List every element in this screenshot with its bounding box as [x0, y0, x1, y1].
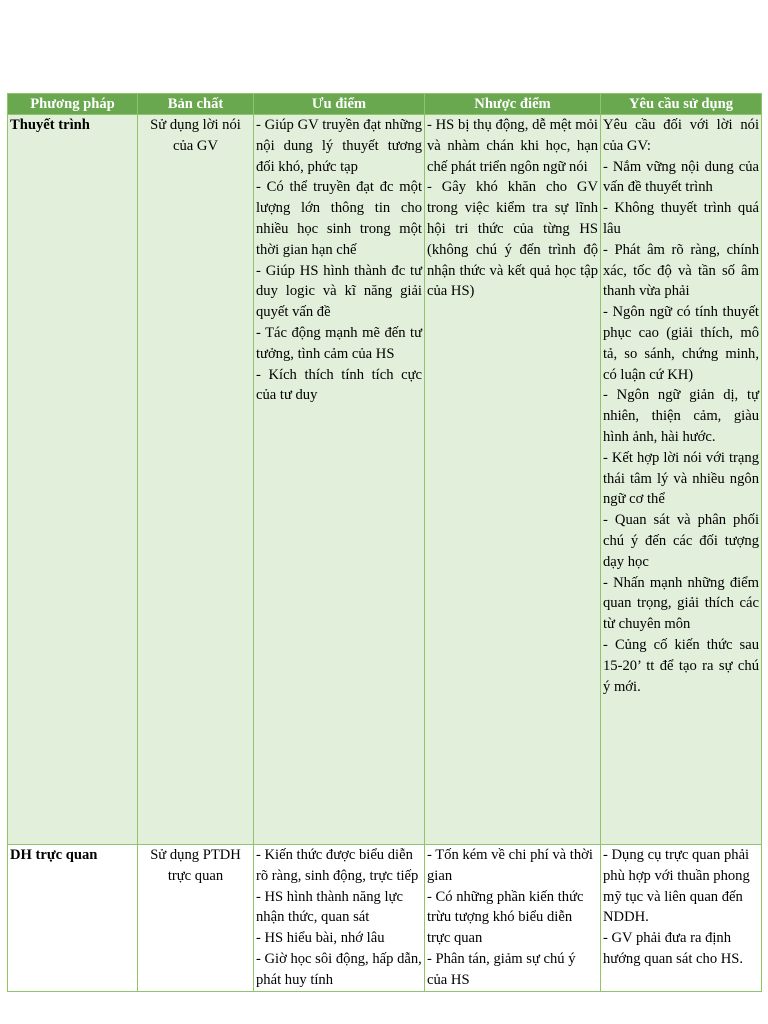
advantage-item: - HS hình thành năng lực nhận thức, quan sát	[256, 888, 403, 926]
advantages-cell	[254, 115, 425, 845]
requirement-item: - Nhấn mạnh những điểm quan trọng, giải thích các từ chuyên môn	[603, 574, 759, 633]
advantage-item: - Giúp GV truyền đạt những nội dung lý thuyết tương đối khó, phức tạp	[256, 117, 422, 175]
table-header-row	[8, 94, 762, 115]
disadvantage-item: - Có những phần kiến thức trừu tượng khó biểu diễn trực quan	[427, 888, 584, 947]
method-nature: Sử dụng lời nói của GV	[138, 115, 254, 845]
requirement-item: - Ngôn ngữ có tính thuyết phục cao (giải thích, mô tả, so sánh, chứng minh, có luận cứ KH)	[603, 304, 759, 383]
requirement-item: - Ngôn ngữ giản dị, tự nhiên, thiện cảm, giàu hình ảnh, hài hước.	[603, 387, 759, 445]
method-name: DH trực quan	[8, 845, 138, 992]
requirement-item: - Không thuyết trình quá lâu	[603, 200, 759, 237]
method-name: Thuyết trình	[8, 115, 138, 845]
disadvantage-item: - Phân tán, giảm sự chú ý của HS	[427, 950, 576, 988]
requirements-cell	[601, 115, 762, 845]
advantage-item: - Giờ học sôi động, hấp dẫn, phát huy tính	[256, 950, 422, 988]
requirement-item: Yêu cầu đối với lời nói của GV:	[603, 117, 759, 154]
advantages-cell	[254, 845, 425, 992]
requirement-item: - Phát âm rõ ràng, chính xác, tốc độ và tần số âm thanh vừa phải	[603, 241, 759, 300]
method-nature: Sử dụng PTDH trực quan	[138, 845, 254, 992]
disadvantage-item: - HS bị thụ động, dễ mệt mỏi và nhàm chán khi học, hạn chế phát triển ngôn ngữ nói	[427, 117, 598, 175]
requirement-item: - Nắm vững nội dung của vấn đề thuyết trình	[603, 158, 759, 196]
requirement-item: - Quan sát và phân phối chú ý đến các đối tượng dạy học	[603, 512, 759, 570]
advantage-item: - HS hiểu bài, nhớ lâu	[256, 930, 385, 947]
requirement-item: - Kết hợp lời nói với trạng thái tâm lý và nhiều ngôn ngữ cơ thể	[603, 449, 759, 508]
advantage-item: - Giúp HS hình thành đc tư duy logic và kĩ năng giải quyết vấn đề	[256, 262, 422, 321]
teaching-methods-table	[7, 93, 762, 992]
advantage-item: - Kiến thức được biểu diễn rõ ràng, sinh động, trực tiếp	[256, 847, 419, 884]
advantage-item: - Tác động mạnh mẽ đến tư tưởng, tình cảm của HS	[256, 324, 422, 362]
advantage-item: - Có thể truyền đạt đc một lượng lớn thông tin cho nhiều học sinh trong một thời gian hạn chế	[256, 179, 422, 258]
header-disadvantages: Nhược điểm	[425, 94, 601, 115]
requirements-cell	[601, 845, 762, 992]
header-method: Phương pháp	[8, 94, 138, 115]
header-requirements: Yêu cầu sử dụng	[601, 94, 762, 115]
header-advantages: Ưu điểm	[254, 94, 425, 115]
requirement-item: - Củng cố kiến thức sau 15-20’ tt để tạo ra sự chú ý mới.	[603, 636, 759, 695]
disadvantages-cell	[425, 845, 601, 992]
table-row	[8, 115, 762, 845]
header-nature: Bản chất	[138, 94, 254, 115]
disadvantage-item: - Tốn kém về chi phí và thời gian	[427, 847, 593, 884]
requirement-item: - GV phải đưa ra định hướng quan sát cho HS.	[603, 930, 744, 967]
disadvantages-cell	[425, 115, 601, 845]
requirement-item: - Dụng cụ trực quan phải phù hợp với thuần phong mỹ tục và liên quan đến NDDH.	[603, 847, 750, 926]
table-row	[8, 845, 762, 992]
disadvantage-item: - Gây khó khăn cho GV trong việc kiểm tra sự lĩnh hội tri thức của từng HS (không chú ý đến trình độ nhận thức và kết quả học tập của HS)	[427, 179, 598, 300]
advantage-item: - Kích thích tính tích cực của tư duy	[256, 366, 422, 404]
